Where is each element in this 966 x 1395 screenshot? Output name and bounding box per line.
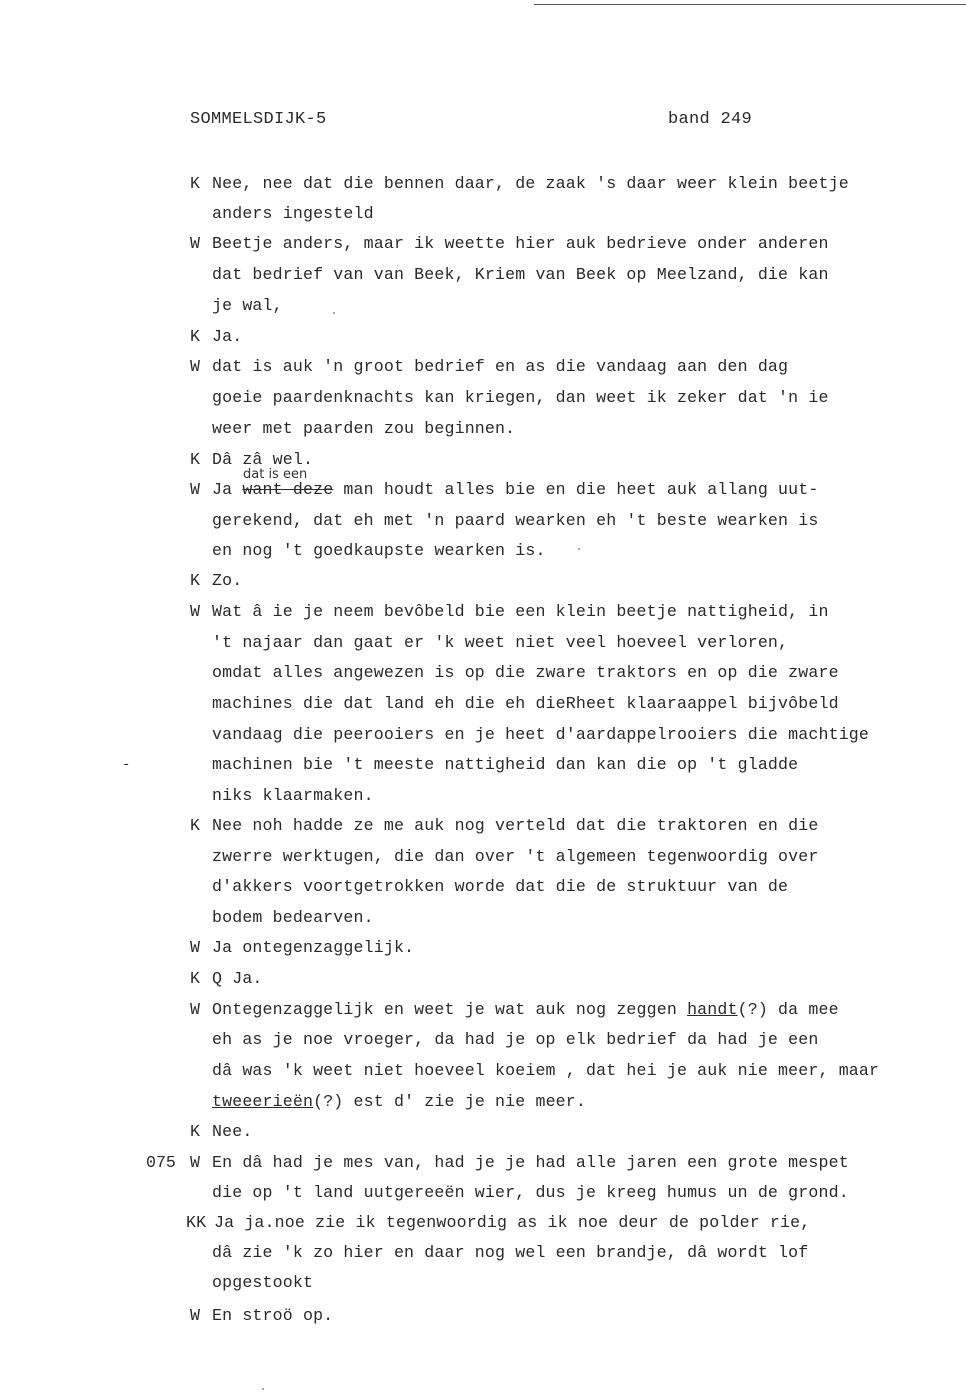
transcript-line: en nog 't goedkaupste wearken is. xyxy=(212,541,546,560)
line-text: Ontegenzaggelijk en weet je wat auk nog zeggen xyxy=(212,1000,688,1019)
transcript-line: niks klaarmaken. xyxy=(212,786,374,805)
speaker-label: K xyxy=(190,1122,201,1141)
transcript-line: d'akkers voortgetrokken worde dat die de struktuur van de xyxy=(212,877,789,896)
speaker-label: W xyxy=(190,1000,201,1019)
transcript-line xyxy=(212,1000,839,1020)
speaker-label: W xyxy=(190,480,201,499)
speaker-label: K xyxy=(190,969,201,988)
transcript-line: Dâ zâ wel. xyxy=(212,450,314,469)
speaker-label: W xyxy=(190,938,201,957)
speaker-label: W xyxy=(190,1153,201,1172)
transcript-line xyxy=(212,1092,586,1112)
speaker-label: K xyxy=(190,450,201,469)
speaker-label: K xyxy=(190,816,201,835)
transcript-line: En dâ had je mes van, had je je had alle jaren een grote mespet xyxy=(212,1153,849,1172)
transcript-line: die op 't land uutgereeën wier, dus je kreeg humus un de grond. xyxy=(212,1183,849,1202)
line-text: man houdt alles bie en die heet auk allang uut- xyxy=(333,480,819,499)
speaker-label: W xyxy=(190,1306,201,1325)
transcript-line: Q Ja. xyxy=(212,969,263,988)
transcript-line: je wal, xyxy=(212,296,283,315)
transcript-line: goeie paardenknachts kan kriegen, dan weet ik zeker dat 'n ie xyxy=(212,388,829,407)
tape-counter: 075 xyxy=(146,1153,176,1172)
transcript-line: Ja ja.noe zie ik tegenwoordig as ik noe deur de polder rie, xyxy=(214,1213,811,1232)
transcript-line: Wat â ie je neem bevôbeld bie een klein beetje nattigheid, in xyxy=(212,602,829,621)
speaker-label: W xyxy=(190,357,201,376)
speaker-label: K xyxy=(190,571,201,590)
speaker-label: K xyxy=(190,327,201,346)
transcript-line: bodem bedearven. xyxy=(212,908,374,927)
transcript-line: dâ zie 'k zo hier en daar nog wel een brandje, dâ wordt lof xyxy=(212,1243,809,1262)
transcript-line: Nee, nee dat die bennen daar, de zaak 's daar weer klein beetje xyxy=(212,174,849,193)
scan-speck xyxy=(262,1388,264,1390)
transcript-line: opgestookt xyxy=(212,1273,314,1292)
speaker-label: KK xyxy=(186,1213,207,1232)
speaker-label: W xyxy=(190,602,201,621)
transcript-line: vandaag die peerooiers en je heet d'aardappelrooiers die machtige xyxy=(212,725,870,744)
transcript-line: omdat alles angewezen is op die zware traktors en op die zware xyxy=(212,663,839,682)
transcript-line: Zo. xyxy=(212,571,243,590)
struck-text: want deze xyxy=(242,480,334,499)
handwritten-correction: dat is een xyxy=(243,467,308,482)
line-text: (?) est d' zie je nie meer. xyxy=(313,1092,587,1111)
underlined-text: handt xyxy=(687,1000,738,1019)
margin-dash: - xyxy=(122,757,131,773)
transcript-line: Ja ontegenzaggelijk. xyxy=(212,938,415,957)
transcript-line xyxy=(212,480,819,500)
transcript-line: gerekend, dat eh met 'n paard wearken eh 't beste wearken is xyxy=(212,511,819,530)
transcript-line: zwerre werktugen, die dan over 't algemeen tegenwoordig over xyxy=(212,847,819,866)
underlined-text: tweeerieën xyxy=(212,1092,314,1111)
band-number: band 249 xyxy=(668,110,753,129)
scan-speck xyxy=(578,548,580,550)
transcript-line: eh as je noe vroeger, da had je op elk bedrief da had je een xyxy=(212,1030,819,1049)
line-text: (?) da mee xyxy=(737,1000,839,1019)
top-rule xyxy=(534,4,966,5)
speaker-label: W xyxy=(190,234,201,253)
transcript-line: weer met paarden zou beginnen. xyxy=(212,419,516,438)
transcript-line: Ja. xyxy=(212,327,243,346)
transcript-line: machines die dat land eh die eh dieRheet klaaraappel bijvôbeld xyxy=(212,694,839,713)
speaker-label: K xyxy=(190,174,201,193)
transcript-line: En stroö op. xyxy=(212,1306,334,1325)
transcript-line: 't najaar dan gaat er 'k weet niet veel hoeveel verloren, xyxy=(212,633,789,652)
scan-speck xyxy=(333,312,335,314)
transcript-line: Beetje anders, maar ik weette hier auk bedrieve onder anderen xyxy=(212,234,829,253)
line-text: Ja xyxy=(212,480,243,499)
transcript-line: dâ was 'k weet niet hoeveel koeiem , dat hei je auk nie meer, maar xyxy=(212,1061,880,1080)
document-title: SOMMELSDIJK-5 xyxy=(190,110,327,129)
transcript-line: machinen bie 't meeste nattigheid dan kan die op 't gladde xyxy=(212,755,799,774)
transcript-line: anders ingesteld xyxy=(212,204,374,223)
transcript-line: Nee noh hadde ze me auk nog verteld dat die traktoren en die xyxy=(212,816,819,835)
transcript-line: Nee. xyxy=(212,1122,253,1141)
transcript-line: dat bedrief van van Beek, Kriem van Beek op Meelzand, die kan xyxy=(212,265,829,284)
transcript-line: dat is auk 'n groot bedrief en as die vandaag aan den dag xyxy=(212,357,789,376)
